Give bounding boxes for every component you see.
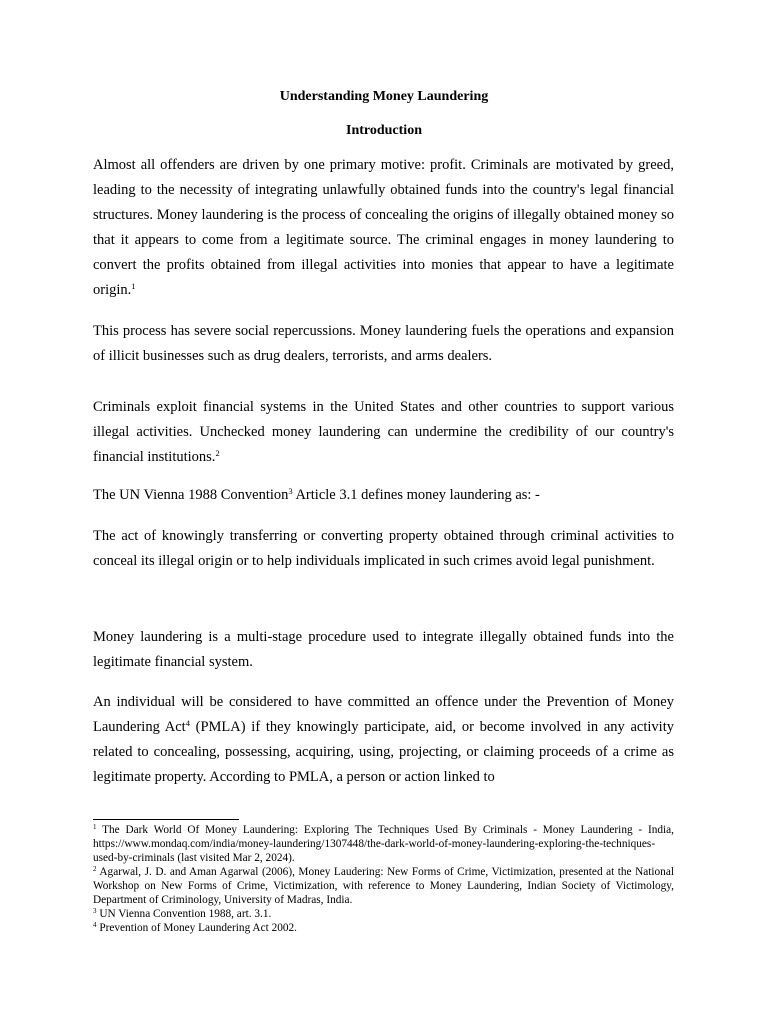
paragraph-6-text: Money laundering is a multi-stage procedure used to integrate illegally obtained funds into the legitimate financial system. — [93, 629, 674, 670]
paragraph-1 — [93, 153, 674, 303]
footnote-ref-2: 2 — [215, 448, 220, 458]
footnote-ref-3: 3 — [288, 486, 293, 496]
footnote-number: 2 — [93, 865, 97, 873]
footnotes — [93, 823, 674, 935]
footnote-text: Prevention of Money Laundering Act 2002. — [96, 922, 297, 934]
footnote-number: 3 — [93, 907, 97, 915]
paragraph-7-text-b: (PMLA) if they knowingly participate, aid, or become involved in any activity related to concealing, possessing, acquiring, using, projecting, or claiming proceeds of a crime as legitimate property. According to PMLA, a person or action linked to — [93, 719, 674, 785]
footnote-separator — [93, 819, 239, 820]
paragraph-2 — [93, 319, 674, 369]
paragraph-2-text: This process has severe social repercussions. Money laundering fuels the operations and expansion of illicit businesses such as drug dealers, terrorists, and arms dealers. — [93, 323, 674, 364]
paragraph-7 — [93, 690, 674, 790]
paragraph-1-text: Almost all offenders are driven by one primary motive: profit. Criminals are motivated by greed, leading to the necessity of integrating unlawfully obtained funds into the country's legal financial structures. Money laundering is the process of concealing the origins of illegally obtained money so that it appears to come from a legitimate source. The criminal engages in money laundering to convert the profits obtained from illegal activities into monies that appear to have a legitimate origin. — [93, 157, 674, 298]
footnote-1 — [93, 823, 674, 865]
footnote-text: The Dark World Of Money Laundering: Exploring The Techniques Used By Criminals - Money Laundering - India, https://www.mondaq.com/india/money-laundering/1307448/the-dark-world-of-money-laundering-exploring-the-techniques-used-by-criminals (last visited Mar 2, 2024). — [93, 824, 674, 864]
footnote-4 — [93, 921, 674, 935]
paragraph-4 — [93, 483, 674, 508]
footnote-number: 1 — [93, 823, 97, 831]
footnote-3 — [93, 907, 674, 921]
paragraph-7-text-a: An individual will be considered to have committed an offence under the Prevention of Money Laundering Act — [93, 694, 674, 735]
footnote-text: UN Vienna Convention 1988, art. 3.1. — [96, 908, 272, 920]
paragraph-4-text-b: Article 3.1 defines money laundering as: - — [292, 487, 540, 503]
paragraph-3 — [93, 395, 674, 470]
paragraph-5 — [93, 524, 674, 574]
paragraph-5-text: The act of knowingly transferring or converting property obtained through criminal activities to conceal its illegal origin or to help individuals implicated in such crimes avoid legal punishment. — [93, 528, 674, 569]
paragraph-6 — [93, 625, 674, 675]
document-title: Understanding Money Laundering — [279, 89, 489, 104]
paragraph-4-text-a: The UN Vienna 1988 Convention — [93, 487, 289, 503]
paragraph-3-text: Criminals exploit financial systems in the United States and other countries to support various illegal activities. Unchecked money laundering can undermine the credibility of our country's financial institutions. — [93, 399, 674, 465]
section-heading: Introduction — [346, 123, 422, 138]
footnote-number: 4 — [93, 921, 97, 929]
footnote-text: Agarwal, J. D. and Aman Agarwal (2006), Money Laudering: New Forms of Crime, Victimization, presented at the National Workshop on New Forms of Crime, Victimization, with reference to Money Laundering, Indian Society of Victimology, Department of Criminology, University of Madras, India. — [93, 866, 674, 906]
footnote-2 — [93, 865, 674, 907]
footnote-ref-1: 1 — [131, 281, 136, 291]
footnote-ref-4: 4 — [185, 718, 190, 728]
